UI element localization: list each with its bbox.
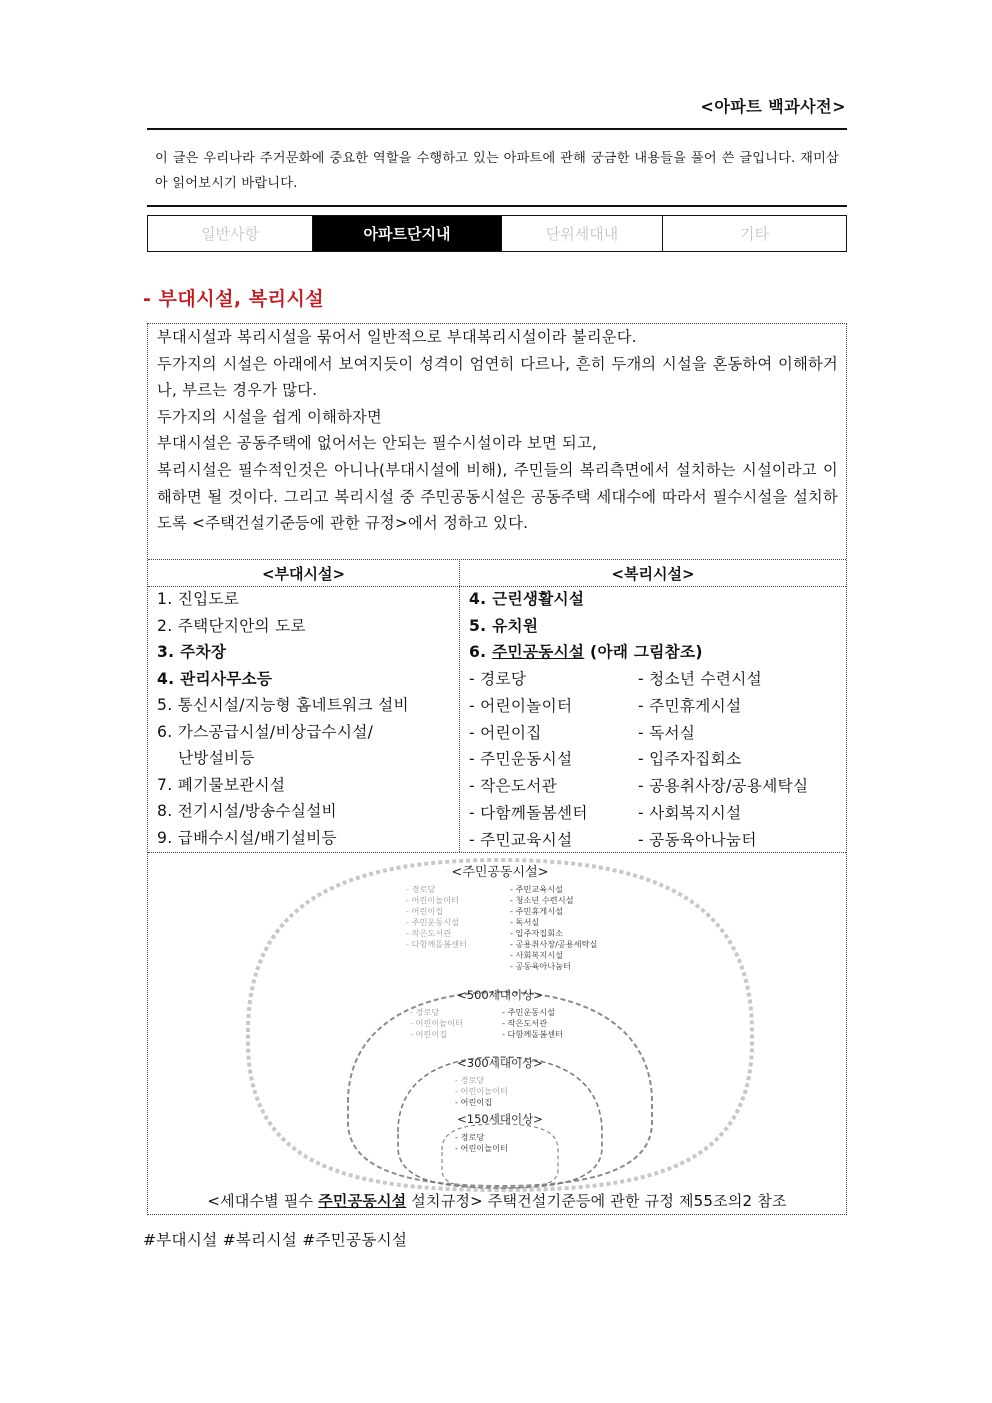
list-item: 9. 급배수시설/배기설비등 <box>157 828 337 847</box>
diagram-item: - 어린이집 <box>406 906 444 916</box>
top-divider <box>147 128 847 130</box>
caption-emphasis: 주민공동시설 <box>318 1192 407 1210</box>
outer-ring <box>248 860 752 1190</box>
diagram-item: - 청소년 수련시설 <box>510 895 574 905</box>
list-item: 6. 가스공급시설/비상급수시설/ <box>157 722 374 741</box>
outer-title: <주민공동시설> <box>451 865 549 880</box>
diagram-item: - 독서실 <box>510 917 540 927</box>
caption-prefix: <세대수별 필수 <box>207 1192 319 1210</box>
list-item: - 독서실 <box>638 723 696 742</box>
diagram-item: - 경로당 <box>410 1007 440 1017</box>
list-item: - 어린이집 <box>469 723 542 742</box>
intro-divider <box>147 205 847 207</box>
list-item: - 작은도서관 <box>469 777 558 796</box>
ring-150-title: <150세대이상> <box>457 1112 543 1126</box>
diagram-item: - 주민운동시설 <box>406 917 460 927</box>
description <box>157 324 838 537</box>
diagram-item: - 공동육아나눔터 <box>510 961 571 971</box>
diagram-item: - 경로당 <box>455 1075 485 1085</box>
list-item: - 주민운동시설 <box>469 750 573 769</box>
content-box <box>147 323 847 1215</box>
description-line: 두가지의 시설을 쉽게 이해하자면 <box>157 407 382 426</box>
category-tabs <box>147 215 847 252</box>
accessory-heading: <부대시설> <box>261 564 346 583</box>
diagram-item: - 공용취사장/공용세탁실 <box>510 939 598 949</box>
diagram-caption <box>148 1190 846 1211</box>
list-item: - 주민휴게시설 <box>638 696 742 715</box>
list-item: - 어린이놀이터 <box>469 696 573 715</box>
tab-general[interactable]: 일반사항 <box>148 216 313 251</box>
divider <box>148 559 846 560</box>
tab-other[interactable]: 기타 <box>740 225 769 243</box>
list-item: - 공동육아나눔터 <box>638 830 757 849</box>
list-item: 4. 근린생활시설 <box>469 590 585 608</box>
accessory-list <box>157 586 409 851</box>
ring-300-title: <300세대이상> <box>457 1056 543 1070</box>
diagram-item: - 어린이놀이터 <box>410 1018 464 1028</box>
list-item: 3. 주차장 <box>157 643 227 661</box>
list-item: 5. 통신시설/지능형 홈네트워크 설비 <box>157 696 409 714</box>
diagram-item: - 어린이놀이터 <box>406 895 460 905</box>
list-item: - 다함께돌봄센터 <box>469 803 588 822</box>
list-item: - 경로당 <box>469 670 527 688</box>
list-item: 5. 유치원 <box>469 616 539 635</box>
caption-suffix: 설치규정> 주택건설기준등에 관한 규정 제55조의2 참조 <box>406 1192 787 1210</box>
list-item <box>469 639 703 666</box>
diagram-item: - 주민교육시설 <box>510 884 564 894</box>
list-item: - 사회복지시설 <box>638 803 742 822</box>
description-line: 두가지의 시설은 아래에서 보여지듯이 성격이 엄연히 다르나, 흔히 두개의 시설을 혼동하여 이해하거나, 부르는 경우가 많다. <box>157 354 838 400</box>
list-item: - 청소년 수련시설 <box>638 670 762 688</box>
diagram-item: - 작은도서관 <box>502 1018 548 1028</box>
description-line: 부대시설과 복리시설을 묶어서 일반적으로 부대복리시설이라 불리운다. <box>157 328 637 346</box>
list-item: - 입주자집회소 <box>638 750 742 769</box>
diagram-item: - 주민운동시설 <box>502 1007 556 1017</box>
diagram-item: - 사회복지시설 <box>510 950 564 960</box>
welfare-heading: <복리시설> <box>611 564 695 583</box>
diagram-item: - 어린이집 <box>455 1097 493 1107</box>
tab-apartment-complex[interactable]: 아파트단지내 <box>313 216 502 251</box>
community-list-b <box>638 666 808 854</box>
community-facility-diagram <box>240 852 760 1192</box>
column-divider <box>459 559 460 852</box>
diagram-item: - 어린이집 <box>410 1029 448 1039</box>
list-item: 1. 진입도로 <box>157 590 240 608</box>
diagram-item: - 다함께돌봄센터 <box>502 1029 563 1039</box>
section-heading: - 부대시설, 복리시설 <box>143 288 325 310</box>
list-item: - 공용취사장/공용세탁실 <box>638 777 809 796</box>
tab-unit[interactable]: 단위세대내 <box>502 216 663 251</box>
item-number: 6. <box>469 643 493 661</box>
community-list-a <box>469 666 588 854</box>
description-line: 복리시설은 필수적인것은 아니나(부대시설에 비해), 주민들의 복리측면에서 설치하는 시설이라고 이해하면 될 것이다. 그리고 복리시설 중 주민공동시설은 공동주택 세대수에 따라서 필수시설을 설치하도록 <주택건설기준등에 관한 규정>에서 정하고 있다. <box>157 460 838 533</box>
list-item: 7. 폐기물보관시설 <box>157 775 286 794</box>
diagram-item: - 어린이놀이터 <box>455 1086 509 1096</box>
intro-text: 이 글은 우리나라 주거문화에 중요한 역할을 수행하고 있는 아파트에 관해 궁금한 내용들을 풀어 쓴 글입니다. 재미삼아 읽어보시기 바랍니다. <box>155 151 839 191</box>
item-note: (아래 그림참조) <box>584 643 703 661</box>
document-title: <아파트 백과사전> <box>700 97 846 116</box>
description-line: 부대시설은 공동주택에 없어서는 안되는 필수시설이라 보면 되고, <box>157 434 598 453</box>
list-item: - 주민교육시설 <box>469 830 573 849</box>
list-item: 4. 관리사무소등 <box>157 669 273 688</box>
ring-500-title: <500세대이상> <box>457 988 543 1002</box>
diagram-item: - 입주자집회소 <box>510 928 564 938</box>
list-item: 난방설비등 <box>178 749 255 767</box>
welfare-list <box>469 586 703 666</box>
diagram-item: - 작은도서관 <box>406 928 452 938</box>
diagram-item: - 경로당 <box>455 1132 485 1142</box>
diagram-item: - 다함께돌봄센터 <box>406 939 467 949</box>
list-item: 8. 전기시설/방송수실설비 <box>157 802 337 820</box>
diagram-item: - 경로당 <box>406 884 436 894</box>
diagram-item: - 주민휴게시설 <box>510 906 564 916</box>
list-item: 2. 주택단지안의 도로 <box>157 616 306 635</box>
diagram-item: - 어린이놀이터 <box>455 1143 509 1153</box>
hashtags: #부대시설 #복리시설 #주민공동시설 <box>143 1231 408 1249</box>
community-facility-link: 주민공동시설 <box>492 643 585 661</box>
